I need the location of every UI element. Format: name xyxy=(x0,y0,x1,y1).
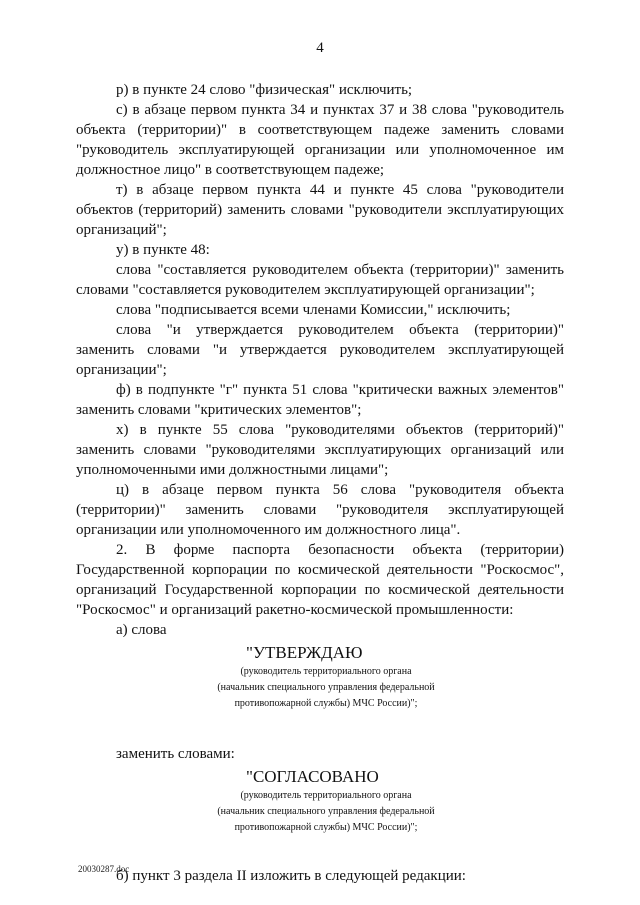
paragraph-a: а) слова xyxy=(116,622,167,638)
paragraph-u-3: слова "и утверждается руководителем объекта (территории)" заменить словами "и утверждается руководителем эксплуатирующей организации"; xyxy=(76,322,564,378)
paragraph-s: с) в абзаце первом пункта 34 и пунктах 37 и 38 слова "руководитель объекта (территории)" в соответствующем падеже заменить словами "руководитель эксплуатирующей организации или уполномоченное им должностное лицо" в соответствующем падеже; xyxy=(76,102,564,178)
approval-note-line-2: (начальник специального управления федеральной xyxy=(217,806,435,817)
approval-note-line-1: (руководитель территориального органа xyxy=(240,790,412,801)
paragraph-kh: х) в пункте 55 слова "руководителями объектов (территорий)" заменить словами "руководителями эксплуатирующих организаций или уполномоченными ими должностными лицами"; xyxy=(76,422,564,478)
replace-label: заменить словами: xyxy=(116,746,235,762)
paragraph-2: 2. В форме паспорта безопасности объекта (территории) Государственной корпорации по космической деятельности "Роскосмос", организаций Государственной корпорации по космической деятельности "Роскосмос" и организаций ракетно-космической промышленности: xyxy=(76,542,564,618)
spacer xyxy=(76,712,564,744)
approval-note-line-1: (руководитель территориального органа xyxy=(240,666,412,677)
paragraph-u-2: слова "подписывается всеми членами Комиссии," исключить; xyxy=(116,302,511,318)
approval-block-old xyxy=(201,642,451,712)
footer-filename: 20030287.doc xyxy=(78,864,130,874)
paragraph-u: у) в пункте 48: xyxy=(116,242,210,258)
spacer xyxy=(76,836,564,866)
paragraph-t: т) в абзаце первом пункта 44 и пункте 45 слова "руководители объектов (территорий) заменить словами "руководители эксплуатирующих организаций"; xyxy=(76,182,564,238)
approval-note-line-3: противопожарной службы) МЧС России)"; xyxy=(234,822,418,833)
paragraph-ts: ц) в абзаце первом пункта 56 слова "руководителя объекта (территории)" заменить словами "руководителя эксплуатирующей организации или уполномоченного им должностного лица". xyxy=(76,482,564,538)
approval-heading-new: "СОГЛАСОВАНО xyxy=(246,767,379,786)
document-body xyxy=(76,80,564,886)
approval-note-line-3: противопожарной службы) МЧС России)"; xyxy=(234,698,418,709)
paragraph-r: р) в пункте 24 слово "физическая" исключить; xyxy=(116,82,413,98)
page-number: 4 xyxy=(316,40,324,56)
approval-heading-old: "УТВЕРЖДАЮ xyxy=(246,643,363,662)
paragraph-u-1: слова "составляется руководителем объекта (территории)" заменить словами "составляется руководителем эксплуатирующей организации"; xyxy=(76,262,564,298)
approval-block-new xyxy=(201,766,451,836)
approval-note-line-2: (начальник специального управления федеральной xyxy=(217,682,435,693)
paragraph-b: б) пункт 3 раздела II изложить в следующей редакции: xyxy=(116,868,466,884)
paragraph-f: ф) в подпункте "г" пункта 51 слова "критически важных элементов" заменить словами "критических элементов"; xyxy=(76,382,564,418)
